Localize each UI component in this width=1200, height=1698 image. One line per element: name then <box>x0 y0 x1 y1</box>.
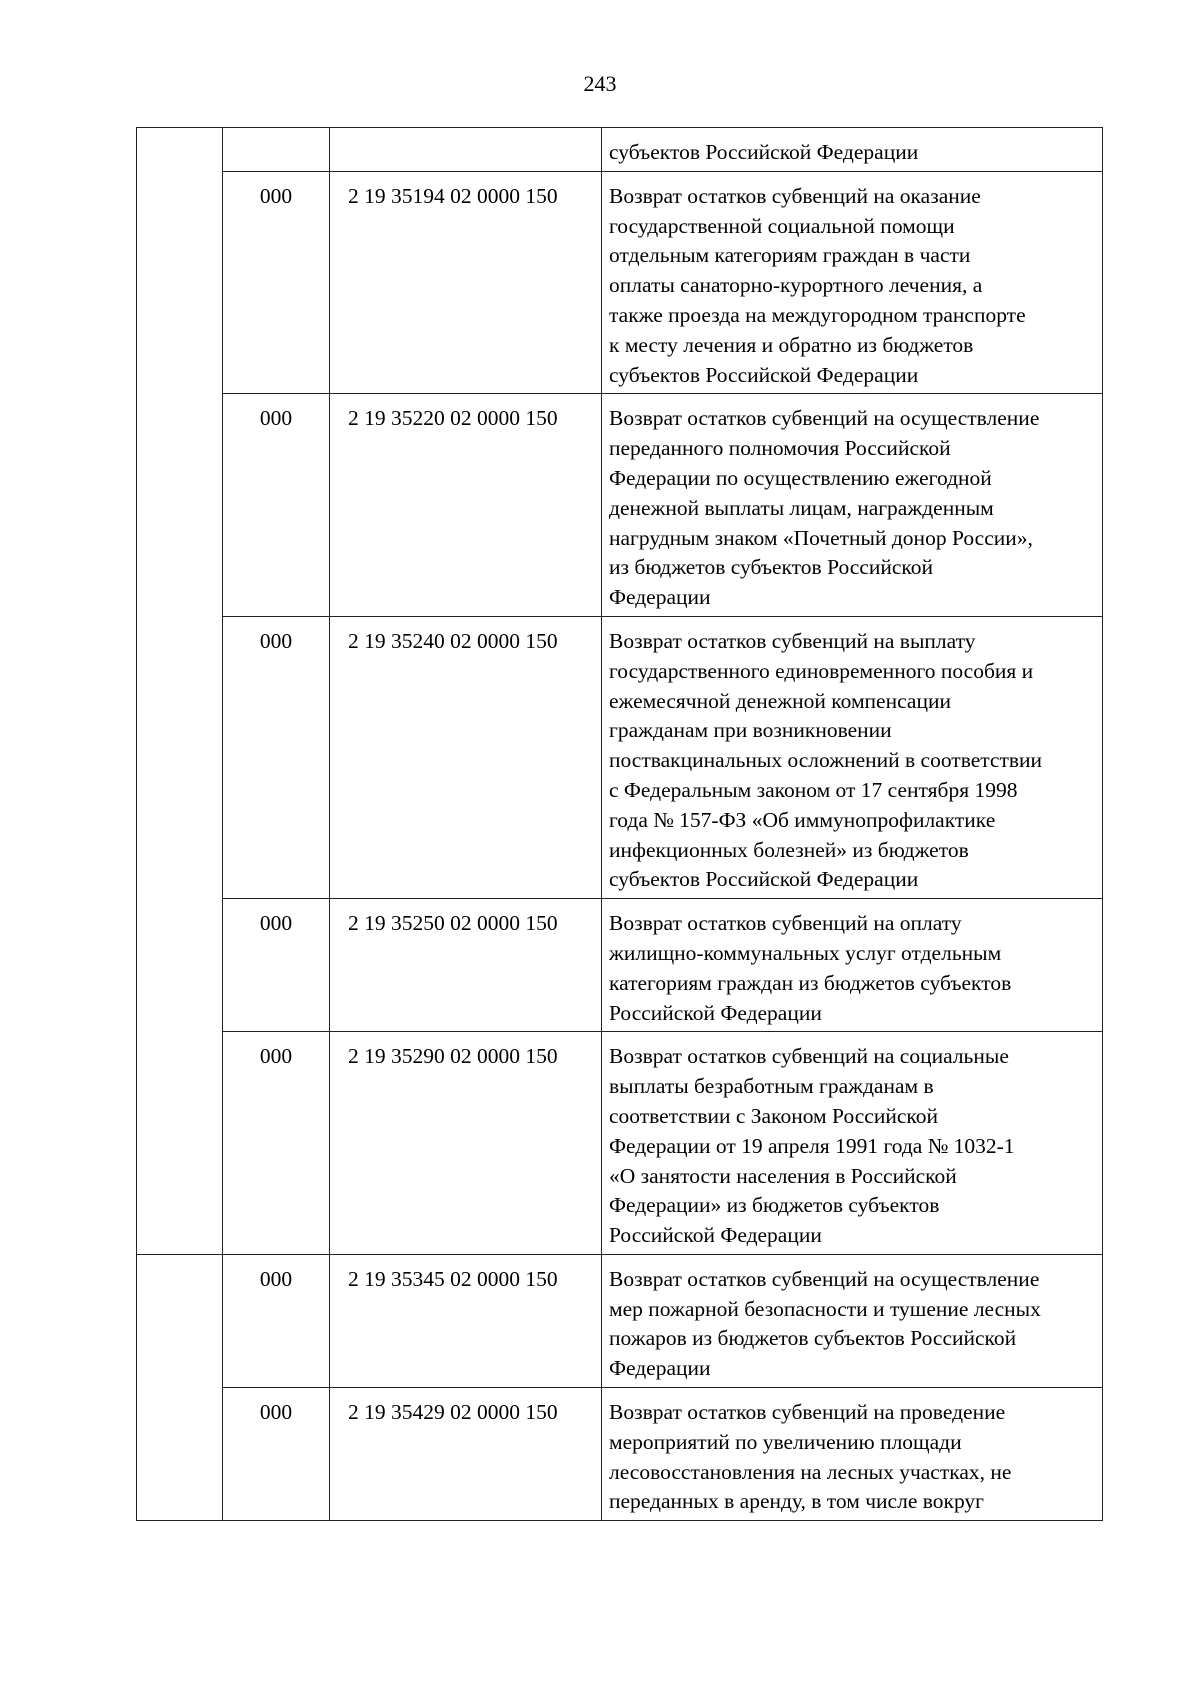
description-line: Возврат остатков субвенций на оказание <box>609 183 981 208</box>
budget-code-cell: 2 19 35194 02 0000 150 <box>330 171 602 394</box>
description-cell <box>602 394 1103 617</box>
description-line: денежной выплаты лицам, награжденным <box>609 495 994 520</box>
description-line: ежемесячной денежной компенсации <box>609 688 951 713</box>
description-line: пожаров из бюджетов субъектов Российской <box>609 1326 1017 1351</box>
description-line: Российской Федерации <box>609 1223 822 1248</box>
description-line: субъектов Российской Федерации <box>609 867 919 892</box>
description-line: переданных в аренду, в том числе вокруг <box>609 1489 984 1514</box>
table-row <box>137 616 1103 898</box>
table-row <box>137 1032 1103 1255</box>
table-row <box>137 1254 1103 1387</box>
admin-code-cell: 000 <box>223 171 330 394</box>
budget-code-cell: 2 19 35345 02 0000 150 <box>330 1254 602 1387</box>
description-line: Федерации <box>609 585 711 610</box>
budget-code-cell: 2 19 35220 02 0000 150 <box>330 394 602 617</box>
description-line: категориям граждан из бюджетов субъектов <box>609 970 1012 995</box>
description-line: жилищно-коммунальных услуг отдельным <box>609 940 1002 965</box>
page-number: 243 <box>583 71 617 96</box>
description-line: лесовосстановления на лесных участках, не <box>609 1459 1012 1484</box>
description-line: Федерации от 19 апреля 1991 года № 1032-1 <box>609 1133 1015 1158</box>
description-line: Возврат остатков субвенций на социальные <box>609 1044 1009 1069</box>
admin-code-cell: 000 <box>223 899 330 1032</box>
table-row <box>137 128 1103 172</box>
description-line: переданного полномочия Российской <box>609 436 951 461</box>
description-line: из бюджетов субъектов Российской <box>609 555 934 580</box>
budget-classification-table <box>136 127 1103 1521</box>
description-line: поствакцинальных осложнений в соответствии <box>609 748 1043 773</box>
description-line: также проезда на междугородном транспорте <box>609 302 1026 327</box>
table-row <box>137 899 1103 1032</box>
description-line: года № 157-ФЗ «Об иммунопрофилактике <box>609 807 996 832</box>
description-line: «О занятости населения в Российской <box>609 1163 957 1188</box>
admin-code-cell: 000 <box>223 1388 330 1521</box>
description-line: к месту лечения и обратно из бюджетов <box>609 332 974 357</box>
description-line: субъектов Российской Федерации <box>609 140 919 164</box>
description-line: Возврат остатков субвенций на осуществление <box>609 406 1040 431</box>
description-cell <box>602 1032 1103 1255</box>
budget-code-cell: 2 19 35429 02 0000 150 <box>330 1388 602 1521</box>
description-line: субъектов Российской Федерации <box>609 362 919 387</box>
description-line: с Федеральным законом от 17 сентября 1998 <box>609 777 1018 802</box>
group-cell <box>137 128 223 1255</box>
description-line: соответствии с Законом Российской <box>609 1103 938 1128</box>
description-line: государственного единовременного пособия и <box>609 658 1034 683</box>
description-cell <box>602 616 1103 898</box>
description-cell <box>602 1388 1103 1521</box>
description-line: государственной социальной помощи <box>609 213 955 238</box>
budget-code-cell: 2 19 35290 02 0000 150 <box>330 1032 602 1255</box>
group-cell <box>137 1254 223 1520</box>
table-row <box>137 394 1103 617</box>
description-line: Возврат остатков субвенций на выплату <box>609 628 976 653</box>
description-cell <box>602 171 1103 394</box>
budget-code-cell <box>330 128 602 172</box>
admin-code-cell: 000 <box>223 394 330 617</box>
description-line: мер пожарной безопасности и тушение лесных <box>609 1296 1041 1321</box>
budget-code-cell: 2 19 35240 02 0000 150 <box>330 616 602 898</box>
description-cell <box>602 128 1103 172</box>
description-line: отдельным категориям граждан в части <box>609 243 971 268</box>
description-cell <box>602 1254 1103 1387</box>
table-row <box>137 171 1103 394</box>
description-line: Возврат остатков субвенций на оплату <box>609 911 962 936</box>
description-line: гражданам при возникновении <box>609 718 892 743</box>
description-line: Возврат остатков субвенций на осуществление <box>609 1266 1040 1291</box>
description-line: оплаты санаторно-курортного лечения, а <box>609 273 983 298</box>
description-cell <box>602 899 1103 1032</box>
description-line: нагрудным знаком «Почетный донор России», <box>609 525 1033 550</box>
admin-code-cell: 000 <box>223 616 330 898</box>
description-line: Возврат остатков субвенций на проведение <box>609 1400 1006 1425</box>
description-line: Федерации <box>609 1356 711 1381</box>
admin-code-cell <box>223 128 330 172</box>
description-line: Федерации по осуществлению ежегодной <box>609 465 992 490</box>
description-line: мероприятий по увеличению площади <box>609 1429 962 1454</box>
description-line: Российской Федерации <box>609 1000 822 1025</box>
admin-code-cell: 000 <box>223 1032 330 1255</box>
table-row <box>137 1388 1103 1521</box>
description-line: инфекционных болезней» из бюджетов <box>609 837 969 862</box>
description-line: Федерации» из бюджетов субъектов <box>609 1193 940 1218</box>
budget-code-cell: 2 19 35250 02 0000 150 <box>330 899 602 1032</box>
table-body <box>137 128 1103 1521</box>
admin-code-cell: 000 <box>223 1254 330 1387</box>
description-line: выплаты безработным гражданам в <box>609 1074 934 1099</box>
